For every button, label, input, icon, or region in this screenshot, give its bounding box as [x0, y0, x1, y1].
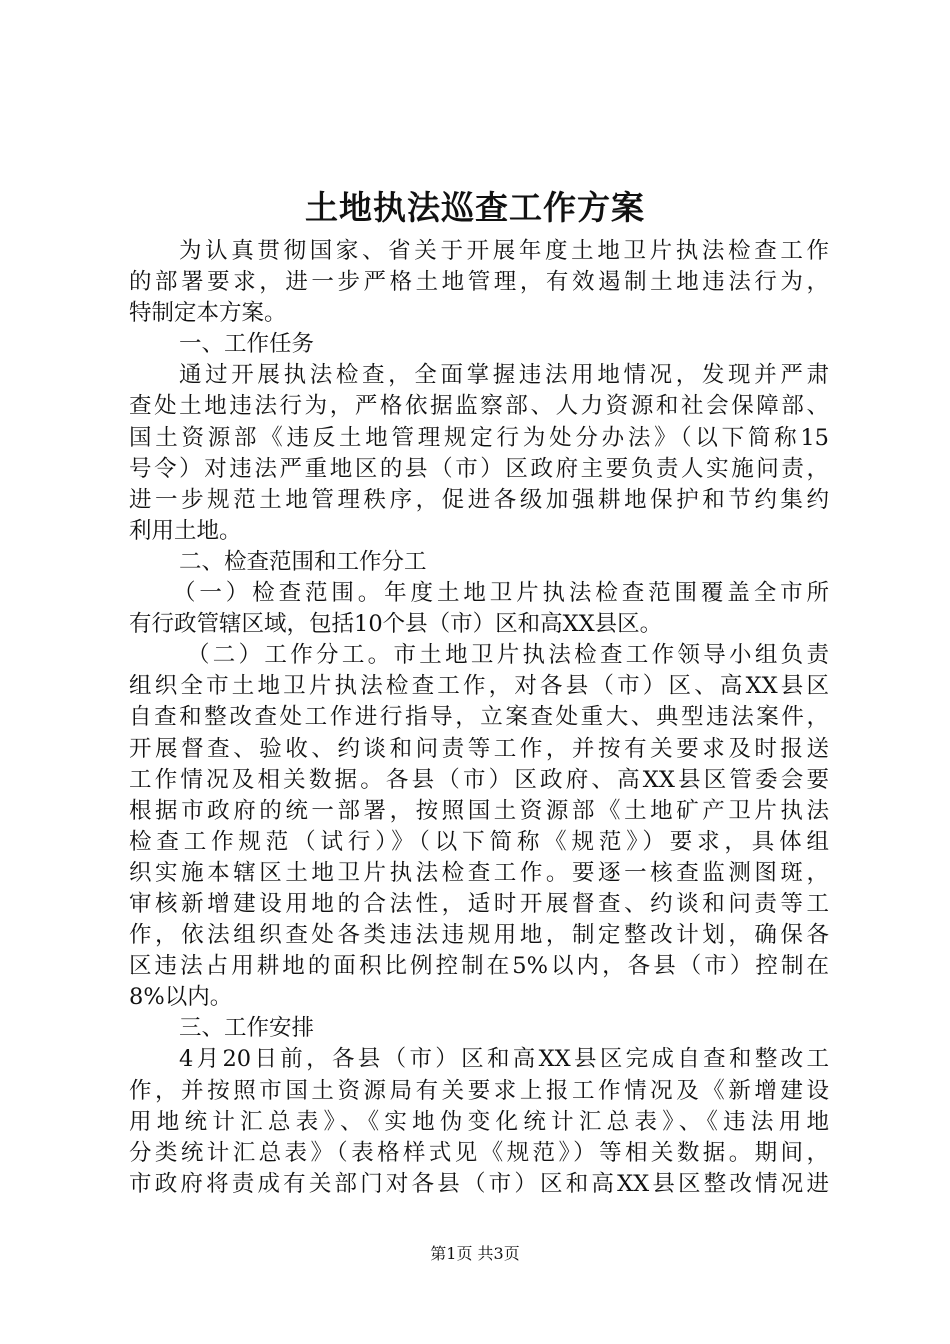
- paragraph-line: （二）工作分工。市土地卫片执法检查工作领导小组负责: [187, 642, 829, 669]
- section-heading: 三、工作安排: [179, 1015, 315, 1042]
- paragraph-line: 为认真贯彻国家、省关于开展年度土地卫片执法检查工作: [179, 238, 829, 264]
- paragraph-line: 进一步规范土地管理秩序，促进各级加强耕地保护和节约集约: [129, 486, 829, 513]
- paragraph-line: 工作情况及相关数据。各县（市）区政府、高XX县区管委会要: [129, 766, 829, 793]
- paragraph-line: 织实施本辖区土地卫片执法检查工作。要逐一核查监测图斑，: [129, 859, 829, 886]
- paragraph-line: 的部署要求，进一步严格土地管理，有效遏制土地违法行为，: [129, 269, 829, 296]
- paragraph-line: 组织全市土地卫片执法检查工作，对各县（市）区、高XX县区: [129, 673, 829, 700]
- paragraph-line: 国土资源部《违反土地管理规定行为处分办法》（以下简称15: [129, 424, 829, 451]
- paragraph-line: 4月20日前，各县（市）区和高XX县区完成自查和整改工: [179, 1046, 829, 1073]
- paragraph-line: 利用土地。: [129, 517, 242, 544]
- document-title: 土地执法巡查工作方案: [305, 188, 645, 227]
- paragraph-line: （一）检查范围。年度土地卫片执法检查范围覆盖全市所: [173, 580, 829, 607]
- paragraph-line: 检查工作规范（试行）》（以下简称《规范》）要求，具体组: [129, 828, 829, 855]
- paragraph-line: 区违法占用耕地的面积比例控制在5%以内，各县（市）控制在: [129, 953, 829, 980]
- paragraph-line: 有行政管辖区域，包括10个县（市）区和高XX县区。: [129, 611, 663, 638]
- paragraph-line: 开展督查、验收、约谈和问责等工作，并按有关要求及时报送: [129, 735, 829, 762]
- paragraph-line: 市政府将责成有关部门对各县（市）区和高XX县区整改情况进: [129, 1170, 829, 1197]
- paragraph-line: 审核新增建设用地的合法性，适时开展督查、约谈和问责等工: [129, 890, 829, 917]
- paragraph-line: 作，依法组织查处各类违法违规用地，制定整改计划，确保各: [129, 922, 829, 949]
- page-number: 第1页 共3页: [430, 1244, 520, 1263]
- paragraph-line: 根据市政府的统一部署，按照国土资源部《土地矿产卫片执法: [129, 797, 829, 824]
- paragraph-line: 通过开展执法检查，全面掌握违法用地情况，发现并严肃: [179, 362, 829, 389]
- paragraph-line: 查处土地违法行为，严格依据监察部、人力资源和社会保障部、: [129, 393, 829, 420]
- paragraph-line: 8%以内。: [129, 984, 233, 1011]
- paragraph-line: 作，并按照市国土资源局有关要求上报工作情况及《新增建设: [129, 1077, 829, 1104]
- paragraph-line: 号令）对违法严重地区的县（市）区政府主要负责人实施问责，: [129, 455, 829, 482]
- paragraph-line: 用地统计汇总表》、《实地伪变化统计汇总表》、《违法用地: [129, 1108, 829, 1135]
- paragraph-line: 自查和整改查处工作进行指导，立案查处重大、典型违法案件，: [129, 704, 829, 731]
- paragraph-line: 特制定本方案。: [129, 300, 287, 327]
- section-heading: 二、检查范围和工作分工: [179, 548, 427, 575]
- document-body: [129, 236, 829, 1200]
- section-heading: 一、工作任务: [179, 331, 315, 358]
- paragraph-line: 分类统计汇总表》（表格样式见《规范》）等相关数据。期间，: [129, 1139, 829, 1166]
